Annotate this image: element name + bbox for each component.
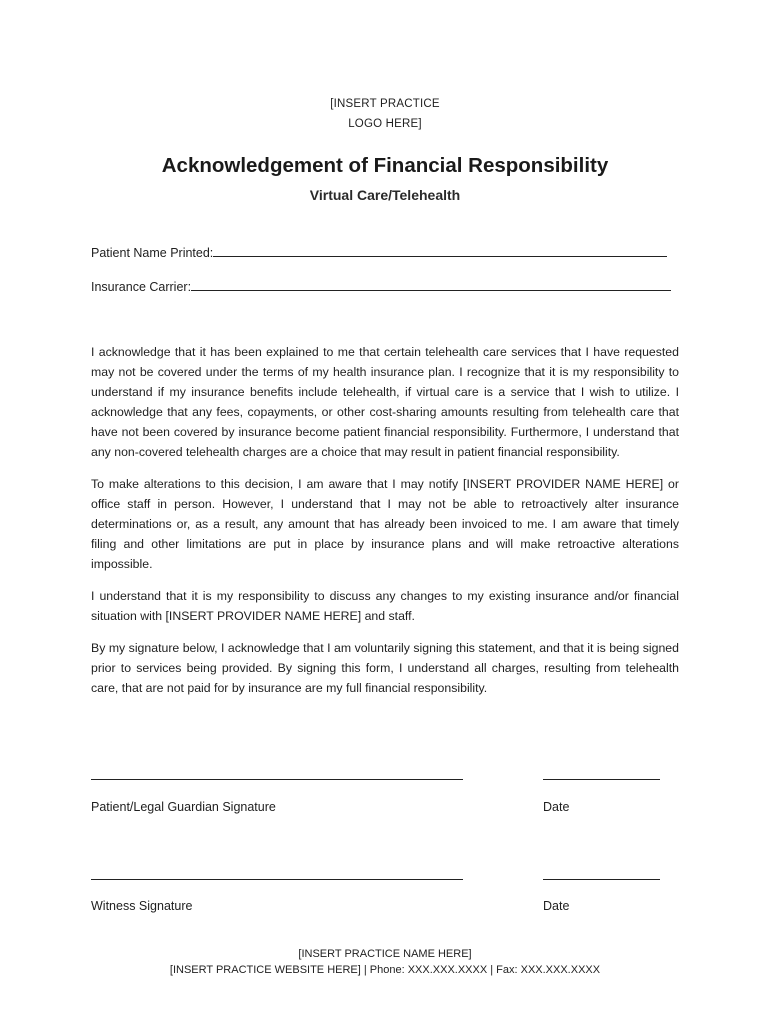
- paragraph-3: I understand that it is my responsibility to discuss any changes to my existing insurance and/or financial situation with [INSERT PROVIDER NAME HERE] and staff.: [91, 589, 679, 623]
- paragraph-4: By my signature below, I acknowledge that I am voluntarily signing this statement, and that it is being signed prior to services being provided. By signing this form, I understand all charges, resulting from telehealth care, that are not paid for by insurance are my full financial responsibility.: [91, 641, 679, 695]
- patient-name-label: Patient Name Printed:: [91, 246, 214, 260]
- page-footer: [0, 946, 770, 978]
- witness-signature-label: Witness Signature: [91, 899, 193, 913]
- witness-date-label: Date: [543, 899, 570, 913]
- patient-name-field[interactable]: [91, 244, 667, 260]
- patient-signature-line[interactable]: [91, 779, 463, 780]
- insurance-carrier-field[interactable]: [91, 278, 671, 294]
- body-text: [91, 342, 679, 710]
- document-title: Acknowledgement of Financial Responsibility: [161, 154, 609, 177]
- patient-date-line[interactable]: [543, 779, 660, 780]
- patient-signature-label: Patient/Legal Guardian Signature: [91, 800, 276, 814]
- footer-contact-info: [INSERT PRACTICE WEBSITE HERE] | Phone: XXX.XXX.XXXX | Fax: XXX.XXX.XXXX: [169, 964, 601, 976]
- footer-practice-name: [INSERT PRACTICE NAME HERE]: [298, 948, 472, 960]
- witness-signature-line[interactable]: [91, 879, 463, 880]
- logo-line-1: [INSERT PRACTICE: [330, 98, 440, 110]
- logo-line-2: LOGO HERE]: [348, 118, 422, 130]
- patient-name-line[interactable]: [213, 244, 667, 257]
- paragraph-2: To make alterations to this decision, I am aware that I may notify [INSERT PROVIDER NAME HERE] or office staff in person. However, I understand that I may not be able to retroactively alter insurance determinations or, as a result, any amount that has already been invoiced to me. I am aware that timely filing and other limitations are put in place by insurance plans and will make retroactive alterations impossible.: [91, 477, 679, 571]
- paragraph-1: I acknowledge that it has been explained to me that certain telehealth care services that I have requested may not be covered under the terms of my health insurance plan. I recognize that it is my responsibility to understand if my insurance benefits include telehealth, if virtual care is a service that I wish to utilize. I acknowledge that any fees, copayments, or other cost-sharing amounts resulting from telehealth care that have not been covered by insurance become patient financial responsibility. Furthermore, I understand that any non-covered telehealth charges are a choice that may result in patient financial responsibility.: [91, 345, 679, 459]
- logo-placeholder: [0, 94, 770, 134]
- patient-date-label: Date: [543, 800, 570, 814]
- insurance-carrier-label: Insurance Carrier:: [91, 280, 192, 294]
- insurance-carrier-line[interactable]: [191, 278, 671, 291]
- witness-date-line[interactable]: [543, 879, 660, 880]
- document-subtitle: Virtual Care/Telehealth: [309, 187, 461, 203]
